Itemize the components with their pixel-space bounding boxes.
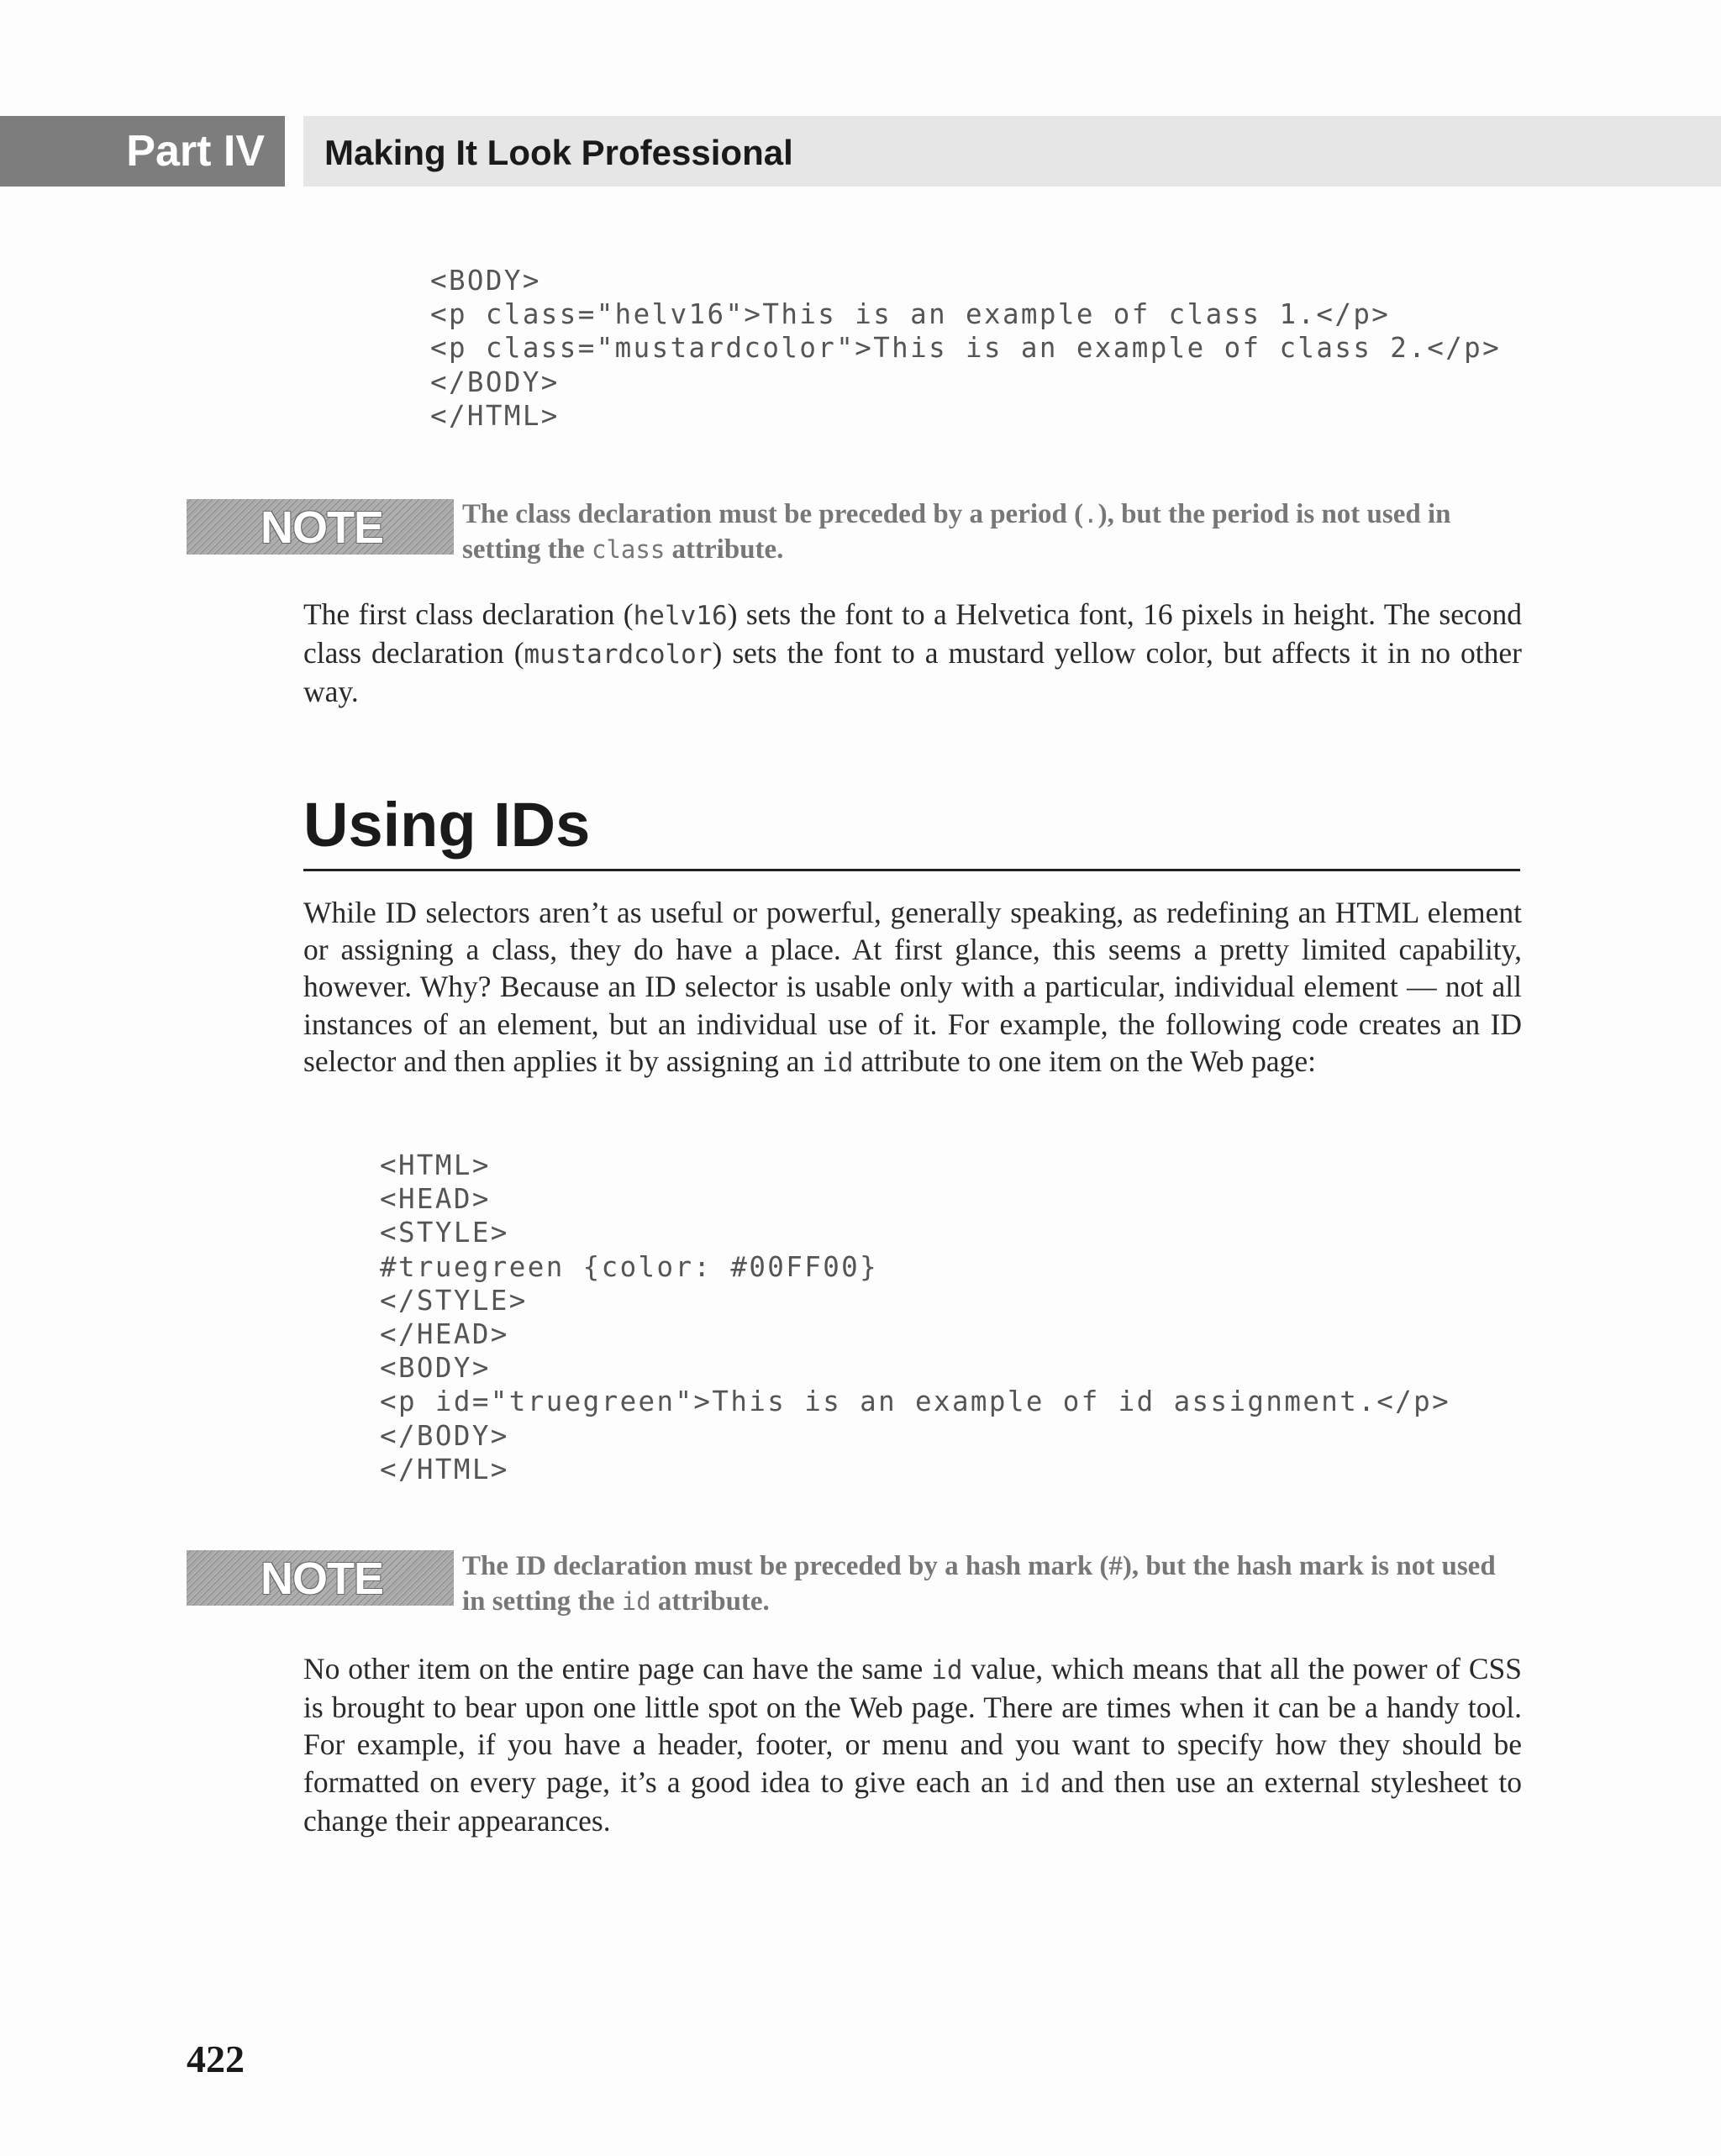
- chapter-title: Making It Look Professional: [324, 133, 793, 172]
- code-line: </STYLE>: [380, 1284, 528, 1317]
- note-badge: NOTE: [187, 499, 454, 555]
- code-line: </BODY>: [430, 365, 560, 398]
- code-line: </HEAD>: [380, 1317, 509, 1350]
- body-paragraph: The first class declaration (helv16) sets the font to a Helvetica font, 16 pixels in height. The second class declaration (mustardcolor) sets the font to a mustard yellow color, but affects it in no other way.: [303, 597, 1523, 709]
- page-number: 422: [187, 2038, 245, 2080]
- part-label: Part IV: [0, 116, 285, 187]
- code-line: </BODY>: [380, 1419, 509, 1452]
- code-line: </HTML>: [380, 1453, 509, 1486]
- code-line: <HEAD>: [380, 1183, 491, 1216]
- code-block-2: [380, 1149, 1450, 1486]
- note-badge: NOTE: [187, 1550, 454, 1606]
- code-line: </HTML>: [430, 399, 560, 432]
- code-line: #truegreen {color: #00FF00}: [380, 1250, 879, 1283]
- code-line: <STYLE>: [380, 1217, 509, 1249]
- code-line: <p class="mustardcolor">This is an example of class 2.</p>: [430, 332, 1502, 365]
- body-paragraph: No other item on the entire page can have the same id value, which means that all the power of CSS is brought to bear upon one little spot on the Web page. There are times when it can be a handy tool. For example, if you have a header, footer, or menu and you want to specify how they should be formatted on every page, it’s a good idea to give each an id and then use an external stylesheet to change their appearances.: [303, 1652, 1523, 1838]
- note-text: The class declaration must be preceded by a period (.), but the period is not used in setting the class attribute.: [462, 499, 1451, 565]
- code-line: <BODY>: [430, 265, 541, 297]
- section-heading: Using IDs: [303, 790, 591, 860]
- code-line: <BODY>: [380, 1352, 491, 1385]
- code-line: <p id="truegreen">This is an example of id assignment.</p>: [380, 1386, 1451, 1418]
- code-line: <p class="helv16">This is an example of class 1.</p>: [430, 298, 1391, 331]
- code-block-1: [430, 264, 1501, 433]
- body-paragraph: While ID selectors aren’t as useful or powerful, generally speaking, as redefining an HTML element or assigning a class, they do have a place. At first glance, this seems a pretty limited capability, however. Why? Because an ID selector is usable only with a particular, individual element — not all instances of an element, but an individual use of it. For example, the following code creates an ID selector and then applies it by assigning an id attribute to one item on the Web page:: [303, 896, 1522, 1078]
- note-text: The ID declaration must be preceded by a hash mark (#), but the hash mark is not used in setting the id attribute.: [462, 1551, 1496, 1617]
- code-line: <HTML>: [380, 1149, 491, 1181]
- section-divider: [303, 869, 1520, 871]
